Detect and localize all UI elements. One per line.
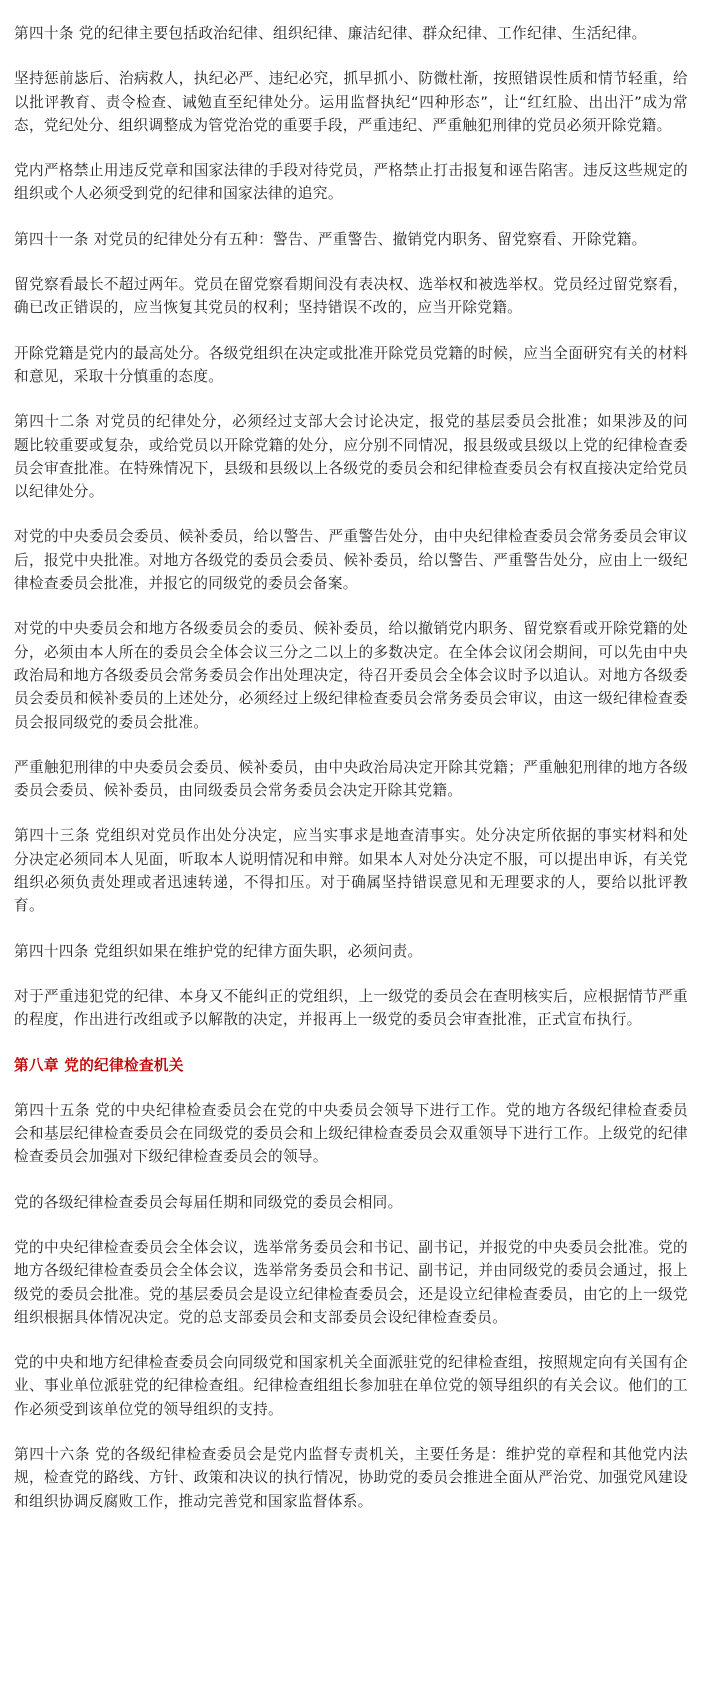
paragraph: 党的中央纪律检查委员会全体会议，选举常务委员会和书记、副书记，并报党的中央委员会批准。党的地方各级纪律检查委员会全体会议，选举常务委员会和书记、副书记，并由同级党的委员会通过，报上级党的委员会批准。党的基层委员会是设立纪律检查委员会，还是设立纪律检查委员，由它的上一级党组织根据具体情况决定。党的总支部委员会和支部委员会设纪律检查委员。: [14, 1238, 688, 1326]
paragraph-article-44: 第四十四条 党组织如果在维护党的纪律方面失职，必须问责。: [14, 942, 423, 960]
paragraph: 严重触犯刑律的中央委员会委员、候补委员，由中央政治局决定开除其党籍；严重触犯刑律的地方各级委员会委员、候补委员，由同级委员会常务委员会决定开除其党籍。: [14, 758, 688, 800]
paragraph: 对于严重违犯党的纪律、本身又不能纠正的党组织，上一级党的委员会在查明核实后，应根据情节严重的程度，作出进行改组或予以解散的决定，并报再上一级党的委员会审查批准，正式宣布执行。: [14, 987, 688, 1029]
paragraph: 党的中央和地方纪律检查委员会向同级党和国家机关全面派驻党的纪律检查组，按照规定向有关国有企业、事业单位派驻党的纪律检查组。纪律检查组组长参加驻在单位党的领导组织的有关会议。他们的工作必须受到该单位党的领导组织的支持。: [14, 1354, 688, 1418]
paragraph-article-40: 第四十条 党的纪律主要包括政治纪律、组织纪律、廉洁纪律、群众纪律、工作纪律、生活纪律。: [14, 25, 647, 42]
paragraph: 党的各级纪律检查委员会每届任期和同级党的委员会相同。: [14, 1193, 403, 1211]
paragraph: 留党察看最长不超过两年。党员在留党察看期间没有表决权、选举权和被选举权。党员经过留党察看，确已改正错误的，应当恢复其党员的权利；坚持错误不改的，应当开除党籍。: [14, 276, 688, 317]
paragraph-article-46: 第四十六条 党的各级纪律检查委员会是党内监督专责机关，主要任务是：维护党的章程和其他党内法规，检查党的路线、方针、政策和决议的执行情况，协助党的委员会推进全面从严治党、加强党风建设和组织协调反腐败工作，推动完善党和国家监督体系。: [14, 1446, 688, 1510]
paragraph-article-45: 第四十五条 党的中央纪律检查委员会在党的中央委员会领导下进行工作。党的地方各级纪律检查委员会和基层纪律检查委员会在同级党的委员会和上级纪律检查委员会双重领导下进行工作。上级党的纪律检查委员会加强对下级纪律检查委员会的领导。: [14, 1101, 688, 1166]
paragraph-article-41: 第四十一条 对党员的纪律处分有五种：警告、严重警告、撤销党内职务、留党察看、开除党籍。: [14, 230, 647, 248]
paragraph: 坚持惩前毖后、治病救人，执纪必严、违纪必究，抓早抓小、防微杜渐，按照错误性质和情节轻重，给以批评教育、责令检查、诫勉直至纪律处分。运用监督执纪“四种形态”，让“红红脸、出出汗”成为常态，党纪处分、组织调整成为管党治党的重要手段，严重违纪、严重触犯刑律的党员必须开除党籍。: [14, 70, 688, 134]
paragraph: 开除党籍是党内的最高处分。各级党组织在决定或批准开除党员党籍的时候，应当全面研究有关的材料和意见，采取十分慎重的态度。: [14, 344, 688, 385]
paragraph: 对党的中央委员会委员、候补委员，给以警告、严重警告处分，由中央纪律检查委员会常务委员会审议后，报党中央批准。对地方各级党的委员会委员、候补委员，给以警告、严重警告处分，应由上一级纪律检查委员会批准，并报它的同级党的委员会备案。: [14, 528, 688, 593]
paragraph: 对党的中央委员会和地方各级委员会的委员、候补委员，给以撤销党内职务、留党察看或开除党籍的处分，必须由本人所在的委员会全体会议三分之二以上的多数决定。在全体会议闭会期间，可以先由中央政治局和地方各级委员会常务委员会作出处理决定，待召开委员会全体会议时予以追认。对地方各级委员会委员和候补委员的上述处分，必须经过上级纪律检查委员会常务委员会审议，由这一级纪律检查委员会报同级党的委员会批准。: [14, 620, 688, 731]
chapter-heading: 第八章 党的纪律检查机关: [14, 1056, 184, 1074]
paragraph: 党内严格禁止用违反党章和国家法律的手段对待党员，严格禁止打击报复和诬告陷害。违反这些规定的组织或个人必须受到党的纪律和国家法律的追究。: [14, 162, 688, 203]
paragraph-article-42: 第四十二条 对党员的纪律处分，必须经过支部大会讨论决定，报党的基层委员会批准；如果涉及的问题比较重要或复杂，或给党员以开除党籍的处分，应分别不同情况，报县级或县级以上党的纪律检查委员会审查批准。在特殊情况下，县级和县级以上各级党的委员会和纪律检查委员会有权直接决定给党员以纪律处分。: [14, 413, 688, 501]
paragraph-article-43: 第四十三条 党组织对党员作出处分决定，应当实事求是地查清事实。处分决定所依据的事实材料和处分决定必须同本人见面，听取本人说明情况和申辩。如果本人对处分决定不服，可以提出申诉，有关党组织必须负责处理或者迅速转递，不得扣压。对于确属坚持错误意见和无理要求的人，要给以批评教育。: [14, 827, 688, 915]
